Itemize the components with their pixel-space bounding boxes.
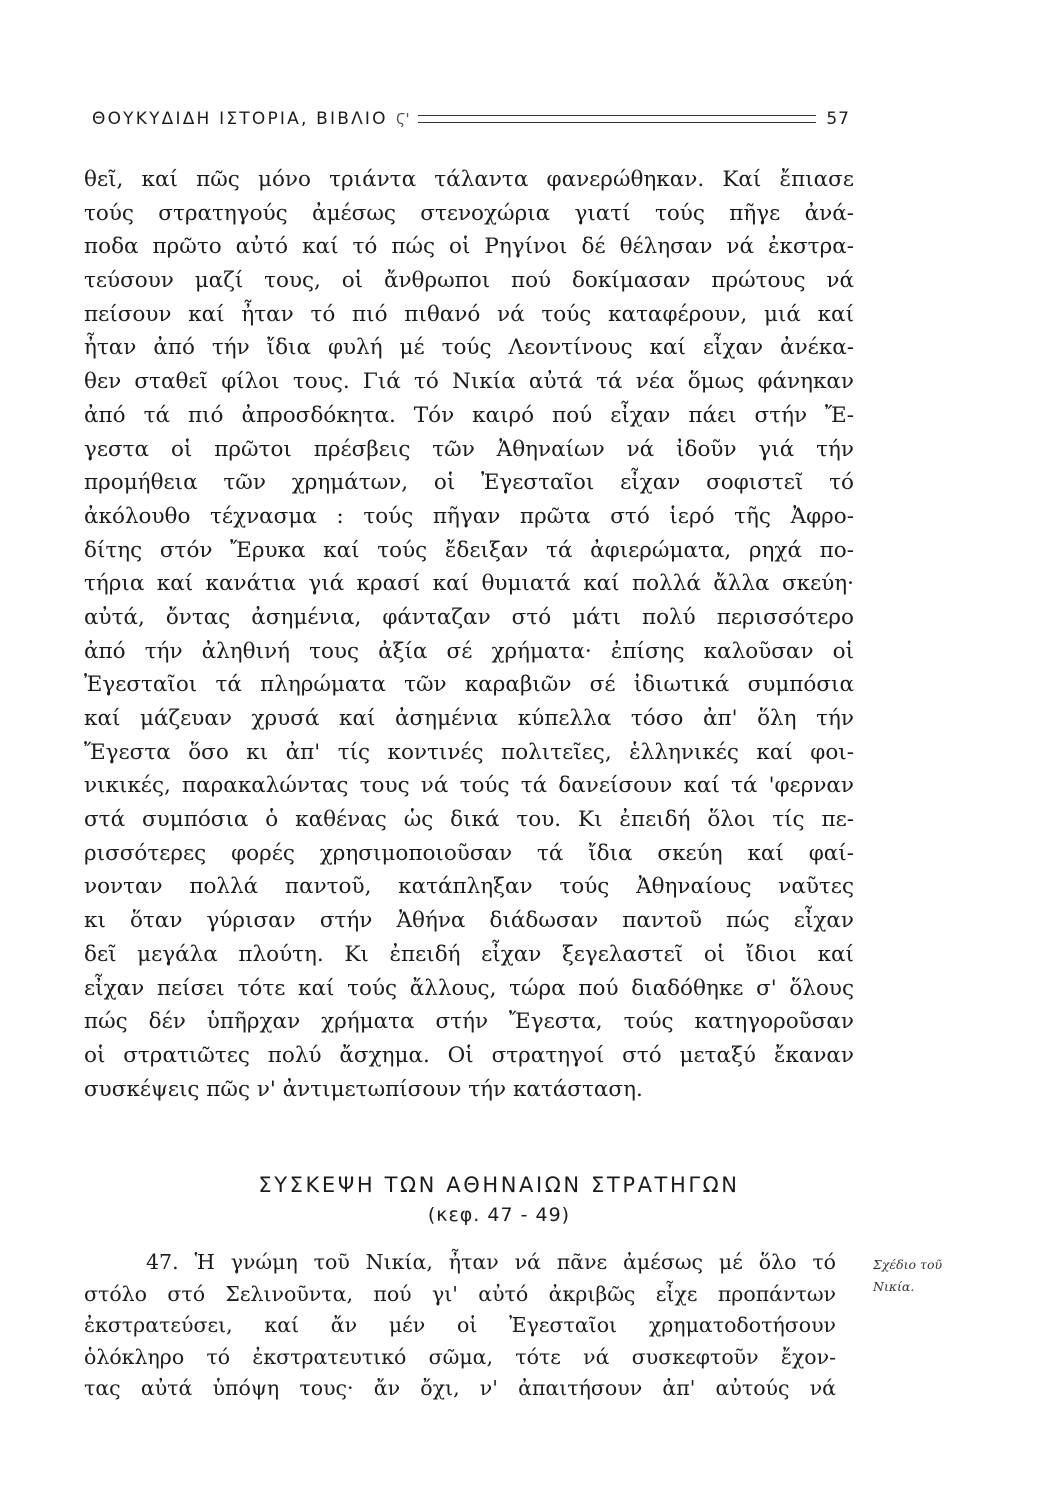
text-line: ἀκόλουθο τέχνασμα : τούς πῆγαν πρῶτα στό ἱερό τῆς Ἀφρο- xyxy=(84,503,854,529)
section-heading xyxy=(84,1170,854,1230)
text-line: Ἔγεστα ὅσο κι ἀπ' τίς κοντινές πολιτεῖες, ἑλληνικές καί φοι- xyxy=(84,739,854,765)
text-line: νικικές, παρακαλώντας τους νά τούς τά δανείσουν καί τά 'φερναν xyxy=(84,773,854,799)
book-number-mark: Ϛ' xyxy=(395,110,410,128)
text-line: 47. Ἡ γνώμη τοῦ Νικία, ἦταν νά πᾶνε ἀμέσως μέ ὅλο τό xyxy=(146,1250,836,1274)
text-line: γεστα οἱ πρῶτοι πρέσβεις τῶν Ἀθηναίων νά ἰδοῦν γιά τήν xyxy=(84,436,854,462)
chapter-47-paragraph xyxy=(84,1247,836,1405)
text-line: ἦταν ἀπό τήν ἴδια φυλή μέ τούς Λεοντίνους καί εἶχαν ἀνέκα- xyxy=(84,335,854,361)
page-number: 57 xyxy=(826,109,850,129)
text-line: οἱ στρατιῶτες πολύ ἄσχημα. Οἱ στρατηγοί στό μεταξύ ἔκαναν xyxy=(84,1042,854,1068)
text-line: τήρια καί κανάτια γιά κρασί καί θυμιατά καί πολλά ἄλλα σκεύη· xyxy=(84,571,854,597)
margin-note-line: Σχέδιο τοῦ xyxy=(873,1257,943,1272)
text-line: κι ὅταν γύρισαν στήν Ἀθήνα διάδωσαν παντοῦ πώς εἶχαν xyxy=(84,908,854,934)
text-line: Ἐγεσταῖοι τά πληρώματα τῶν καραβιῶν σέ ἰδιωτικά συμπόσια xyxy=(84,672,854,698)
section-subtitle: (κεφ. 47 - 49) xyxy=(427,1204,571,1226)
text-line: τούς στρατηγούς ἀμέσως στενοχώρια γιατί τούς πῆγε ἀνά- xyxy=(84,200,854,226)
section-title: ΣΥΣΚΕΨΗ ΤΩΝ ΑΘΗΝΑΙΩΝ ΣΤΡΑΤΗΓΩΝ xyxy=(258,1173,740,1197)
text-line: θεῖ, καί πῶς μόνο τριάντα τάλαντα φανερώθηκαν. Καί ἔπιασε xyxy=(84,167,854,192)
running-header xyxy=(92,104,850,134)
text-line: ποδα πρῶτο αὐτό καί τό πώς οἱ Ρηγίνοι δέ θέλησαν νά ἐκστρα- xyxy=(84,234,854,260)
text-line: συσκέψεις πῶς ν' ἀντιμετωπίσουν τήν κατάσταση. xyxy=(84,1076,643,1102)
text-line: ρισσότερες φορές χρησιμοποιοῦσαν τά ἴδια σκεύη καί φαί- xyxy=(84,840,854,866)
text-line: θεν σταθεῖ φίλοι τους. Γιά τό Νικία αὐτά τά νέα ὅμως φάνηκαν xyxy=(84,369,854,395)
text-line: πείσουν καί ἦταν τό πιό πιθανό νά τούς καταφέρουν, μιά καί xyxy=(84,301,854,327)
text-line: νονταν πολλά παντοῦ, κατάπληξαν τούς Ἀθηναίους ναῦτες xyxy=(84,874,854,900)
text-line: στά συμπόσια ὁ καθένας ὡς δικά του. Κι ἐπειδή ὅλοι τίς πε- xyxy=(84,807,854,833)
header-double-rule xyxy=(418,115,817,123)
text-line: καί μάζευαν χρυσά καί ἀσημένια κύπελλα τόσο ἀπ' ὅλη τήν xyxy=(84,706,854,731)
text-line: δεῖ μεγάλα πλούτη. Κι ἐπειδή εἶχαν ξεγελαστεῖ οἱ ἴδιοι καί xyxy=(84,941,854,967)
margin-note-line: Νικία. xyxy=(873,1279,915,1294)
text-line: τεύσουν μαζί τους, οἱ ἄνθρωποι πού δοκίμασαν πρώτους νά xyxy=(84,268,854,294)
text-line: ἐκστρατεύσει, καί ἄν μέν οἱ Ἐγεσταῖοι χρηματοδοτήσουν xyxy=(84,1313,836,1337)
text-line: τας αὐτά ὑπόψη τους· ἄν ὄχι, ν' ἀπαιτήσουν ἀπ' αὐτούς νά xyxy=(84,1376,836,1400)
text-line: πώς δέν ὑπῆρχαν χρήματα στήν Ἔγεστα, τούς κατηγοροῦσαν xyxy=(84,1009,854,1035)
text-line: ὁλόκληρο τό ἐκστρατευτικό σῶμα, τότε νά συσκεφτοῦν ἔχον- xyxy=(84,1344,836,1369)
text-line: εἶχαν πείσει τότε καί τούς ἄλλους, τώρα πού διαδόθηκε σ' ὅλους xyxy=(84,975,854,1001)
text-line: ἀπό τήν ἀληθινή τους ἀξία σέ χρήματα· ἐπίσης καλοῦσαν οἱ xyxy=(84,638,854,664)
text-line: στόλο στό Σελινοῦντα, πού γι' αὐτό ἀκριβῶς εἶχε προπάντων xyxy=(84,1281,836,1306)
text-line: δίτης στόν Ἔρυκα καί τούς ἔδειξαν τά ἀφιερώματα, ρηχά πο- xyxy=(84,537,854,563)
margin-note xyxy=(873,1254,993,1298)
running-title: ΘΟΥΚΥΔΙΔΗ ΙΣΤΟΡΙΑ, ΒΙΒΛΙΟ xyxy=(92,109,388,129)
main-paragraph xyxy=(84,163,854,1106)
text-line: αὐτά, ὄντας ἀσημένια, φάνταζαν στό μάτι πολύ περισσότερο xyxy=(84,604,854,630)
text-line: ἀπό τά πιό ἀπροσδόκητα. Τόν καιρό πού εἶχαν πάει στήν Ἔ- xyxy=(84,402,854,428)
text-line: προμήθεια τῶν χρημάτων, οἱ Ἐγεσταῖοι εἶχαν σοφιστεῖ τό xyxy=(84,470,854,496)
